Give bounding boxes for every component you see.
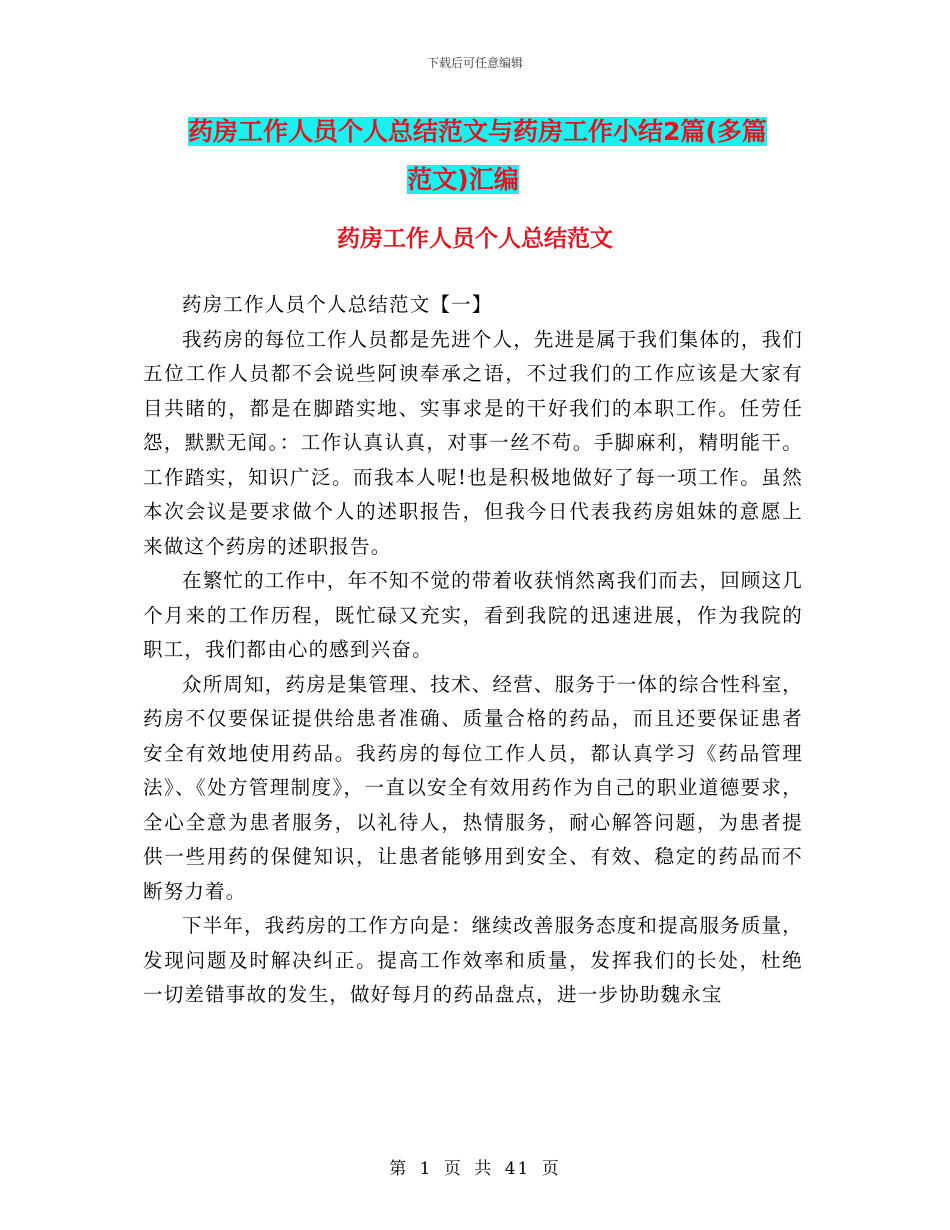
title-line-2: 范文)汇编 bbox=[407, 165, 519, 194]
paragraph: 众所周知，药房是集管理、技术、经营、服务于一体的综合性科室，药房不仅要保证提供给患者准确、质量合格的药品，而且还要保证患者安全有效地使用药品。我药房的每位工作人员，都认真学习《药品管理法》、《处方管理制度》，一直以安全有效用药作为自己的职业道德要求，全心全意为患者服务，以礼待人，热情服务，耐心解答问题，为患者提供一些用药的保健知识，让患者能够用到安全、有效、稳定的药品而不断努力着。 bbox=[143, 672, 804, 903]
paragraph: 在繁忙的工作中，年不知不觉的带着收获悄然离我们而去，回顾这几个月来的工作历程，既忙碌又充实，看到我院的迅速进展，作为我院的职工，我们都由心的感到兴奋。 bbox=[143, 569, 804, 661]
page-header: 下载后可任意编辑 bbox=[426, 56, 523, 70]
paragraph: 我药房的每位工作人员都是先进个人，先进是属于我们集体的，我们五位工作人员都不会说些阿谀奉承之语，不过我们的工作应该是大家有目共睹的，都是在脚踏实地、实事求是的干好我们的本职工作。任劳任怨，默默无闻。：工作认真认真，对事一丝不苟。手脚麻利，精明能干。工作踏实，知识广泛。而我本人呢!也是积极地做好了每一项工作。虽然本次会议是要求做个人的述职报告，但我今日代表我药房姐妹的意愿上来做这个药房的述职报告。 bbox=[143, 327, 804, 558]
page-footer: 第 1 页 共 41 页 bbox=[389, 1159, 561, 1179]
document-title bbox=[188, 108, 828, 204]
title-line-1: 药房工作人员个人总结范文与药房工作小结2篇(多篇 bbox=[188, 117, 767, 146]
paragraph: 药房工作人员个人总结范文【一】 bbox=[182, 293, 493, 316]
section-title: 药房工作人员个人总结范文 bbox=[337, 226, 613, 252]
paragraph: 下半年，我药房的工作方向是：继续改善服务态度和提高服务质量，发现问题及时解决纠正。提高工作效率和质量，发挥我们的长处，杜绝一切差错事故的发生，做好每月的药品盘点，进一步协助魏永宝 bbox=[143, 914, 804, 1006]
body-text bbox=[143, 288, 803, 1013]
